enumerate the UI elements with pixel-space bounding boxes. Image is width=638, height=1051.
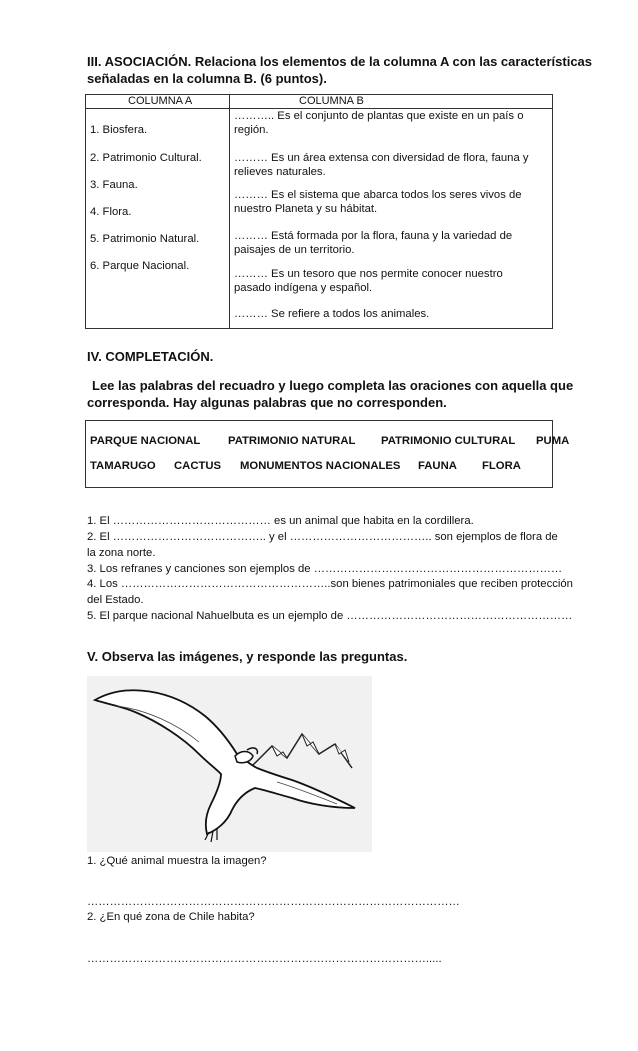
answer-line-1[interactable]: ……………………………………………………………………………………… xyxy=(87,896,460,908)
word-bank-box xyxy=(85,420,570,488)
completion-sentence: la zona norte. xyxy=(87,547,156,559)
section-3-title-line1: III. ASOCIACIÓN. Relaciona los elementos de la columna A con las características xyxy=(87,54,593,69)
word-bank-item: PUMA xyxy=(536,435,570,447)
column-b-line: pasado indígena y español. xyxy=(234,282,373,294)
table-header xyxy=(86,95,552,109)
section-4-instruction-line2: corresponda. Hay algunas palabras que no corresponden. xyxy=(87,395,447,410)
condor-image xyxy=(87,676,372,852)
word-bank-item: PATRIMONIO CULTURAL xyxy=(381,435,516,447)
column-b-line: ……… Es el sistema que abarca todos los seres vivos de xyxy=(234,189,522,201)
column-a-item: 5. Patrimonio Natural. xyxy=(90,233,200,245)
column-b-line: paisajes de un territorio. xyxy=(234,244,355,256)
word-bank-item: MONUMENTOS NACIONALES xyxy=(240,460,401,472)
completion-sentence: 5. El parque nacional Nahuelbuta es un ejemplo de …………………………………………………… xyxy=(87,610,573,622)
word-bank-item: FAUNA xyxy=(418,460,457,472)
column-b-line: relieves naturales. xyxy=(234,166,326,178)
section-3-title-line2: señaladas en la columna B. (6 puntos). xyxy=(87,71,327,86)
column-b-item xyxy=(234,307,549,321)
column-b-line: ……… Está formada por la flora, fauna y la variedad de xyxy=(234,230,513,242)
column-b-header: COLUMNA B xyxy=(299,95,364,107)
column-a-item: 2. Patrimonio Cultural. xyxy=(90,152,202,164)
column-b-item xyxy=(234,229,549,257)
section-4-title: IV. COMPLETACIÓN. xyxy=(87,349,214,364)
completion-sentence: 4. Los ………………………………………………..son bienes patrimoniales que reciben protección xyxy=(87,578,573,590)
section-5-title: V. Observa las imágenes, y responde las preguntas. xyxy=(87,649,408,664)
column-b-line: ……… Es un tesoro que nos permite conocer nuestro xyxy=(234,268,503,280)
section-4-instruction-line1: Lee las palabras del recuadro y luego completa las oraciones con aquella que xyxy=(92,378,574,393)
column-b-line: nuestro Planeta y su hábitat. xyxy=(234,203,378,215)
column-b-item xyxy=(234,109,549,137)
word-bank-item: TAMARUGO xyxy=(90,460,156,472)
word-bank-item: FLORA xyxy=(482,460,521,472)
completion-sentence: 1. El …………………………………… es un animal que habita en la cordillera. xyxy=(87,515,474,527)
column-b-line: ……….. Es el conjunto de plantas que existe en un país o xyxy=(234,110,524,122)
association-table xyxy=(85,94,553,329)
column-b-line: ……… Es un área extensa con diversidad de flora, fauna y xyxy=(234,152,529,164)
column-b-item xyxy=(234,267,549,295)
question-2: 2. ¿En qué zona de Chile habita? xyxy=(87,911,255,923)
column-a-item: 1. Biosfera. xyxy=(90,124,148,136)
column-a-header: COLUMNA A xyxy=(128,95,193,107)
column-a-item: 4. Flora. xyxy=(90,206,132,218)
question-1: 1. ¿Qué animal muestra la imagen? xyxy=(87,855,267,867)
completion-sentence: 2. El ………………………………….. y el ……………………………….. son ejemplos de flora de xyxy=(87,531,558,543)
column-a-item: 3. Fauna. xyxy=(90,179,138,191)
column-a-item: 6. Parque Nacional. xyxy=(90,260,190,272)
completion-sentence: 3. Los refranes y canciones son ejemplos de ………………………………………………………… xyxy=(87,563,563,575)
word-bank-item: PARQUE NACIONAL xyxy=(90,435,201,447)
column-b-item xyxy=(234,188,549,216)
column-b-item xyxy=(234,151,549,179)
column-divider xyxy=(229,95,230,328)
condor-icon xyxy=(87,676,372,852)
answer-line-2[interactable]: ………………………………………………………………………………..... xyxy=(87,953,442,965)
completion-sentence: del Estado. xyxy=(87,594,144,606)
column-b-line: región. xyxy=(234,124,269,136)
column-b-line: ……… Se refiere a todos los animales. xyxy=(234,308,430,320)
word-bank-item: CACTUS xyxy=(174,460,222,472)
word-bank-item: PATRIMONIO NATURAL xyxy=(228,435,356,447)
